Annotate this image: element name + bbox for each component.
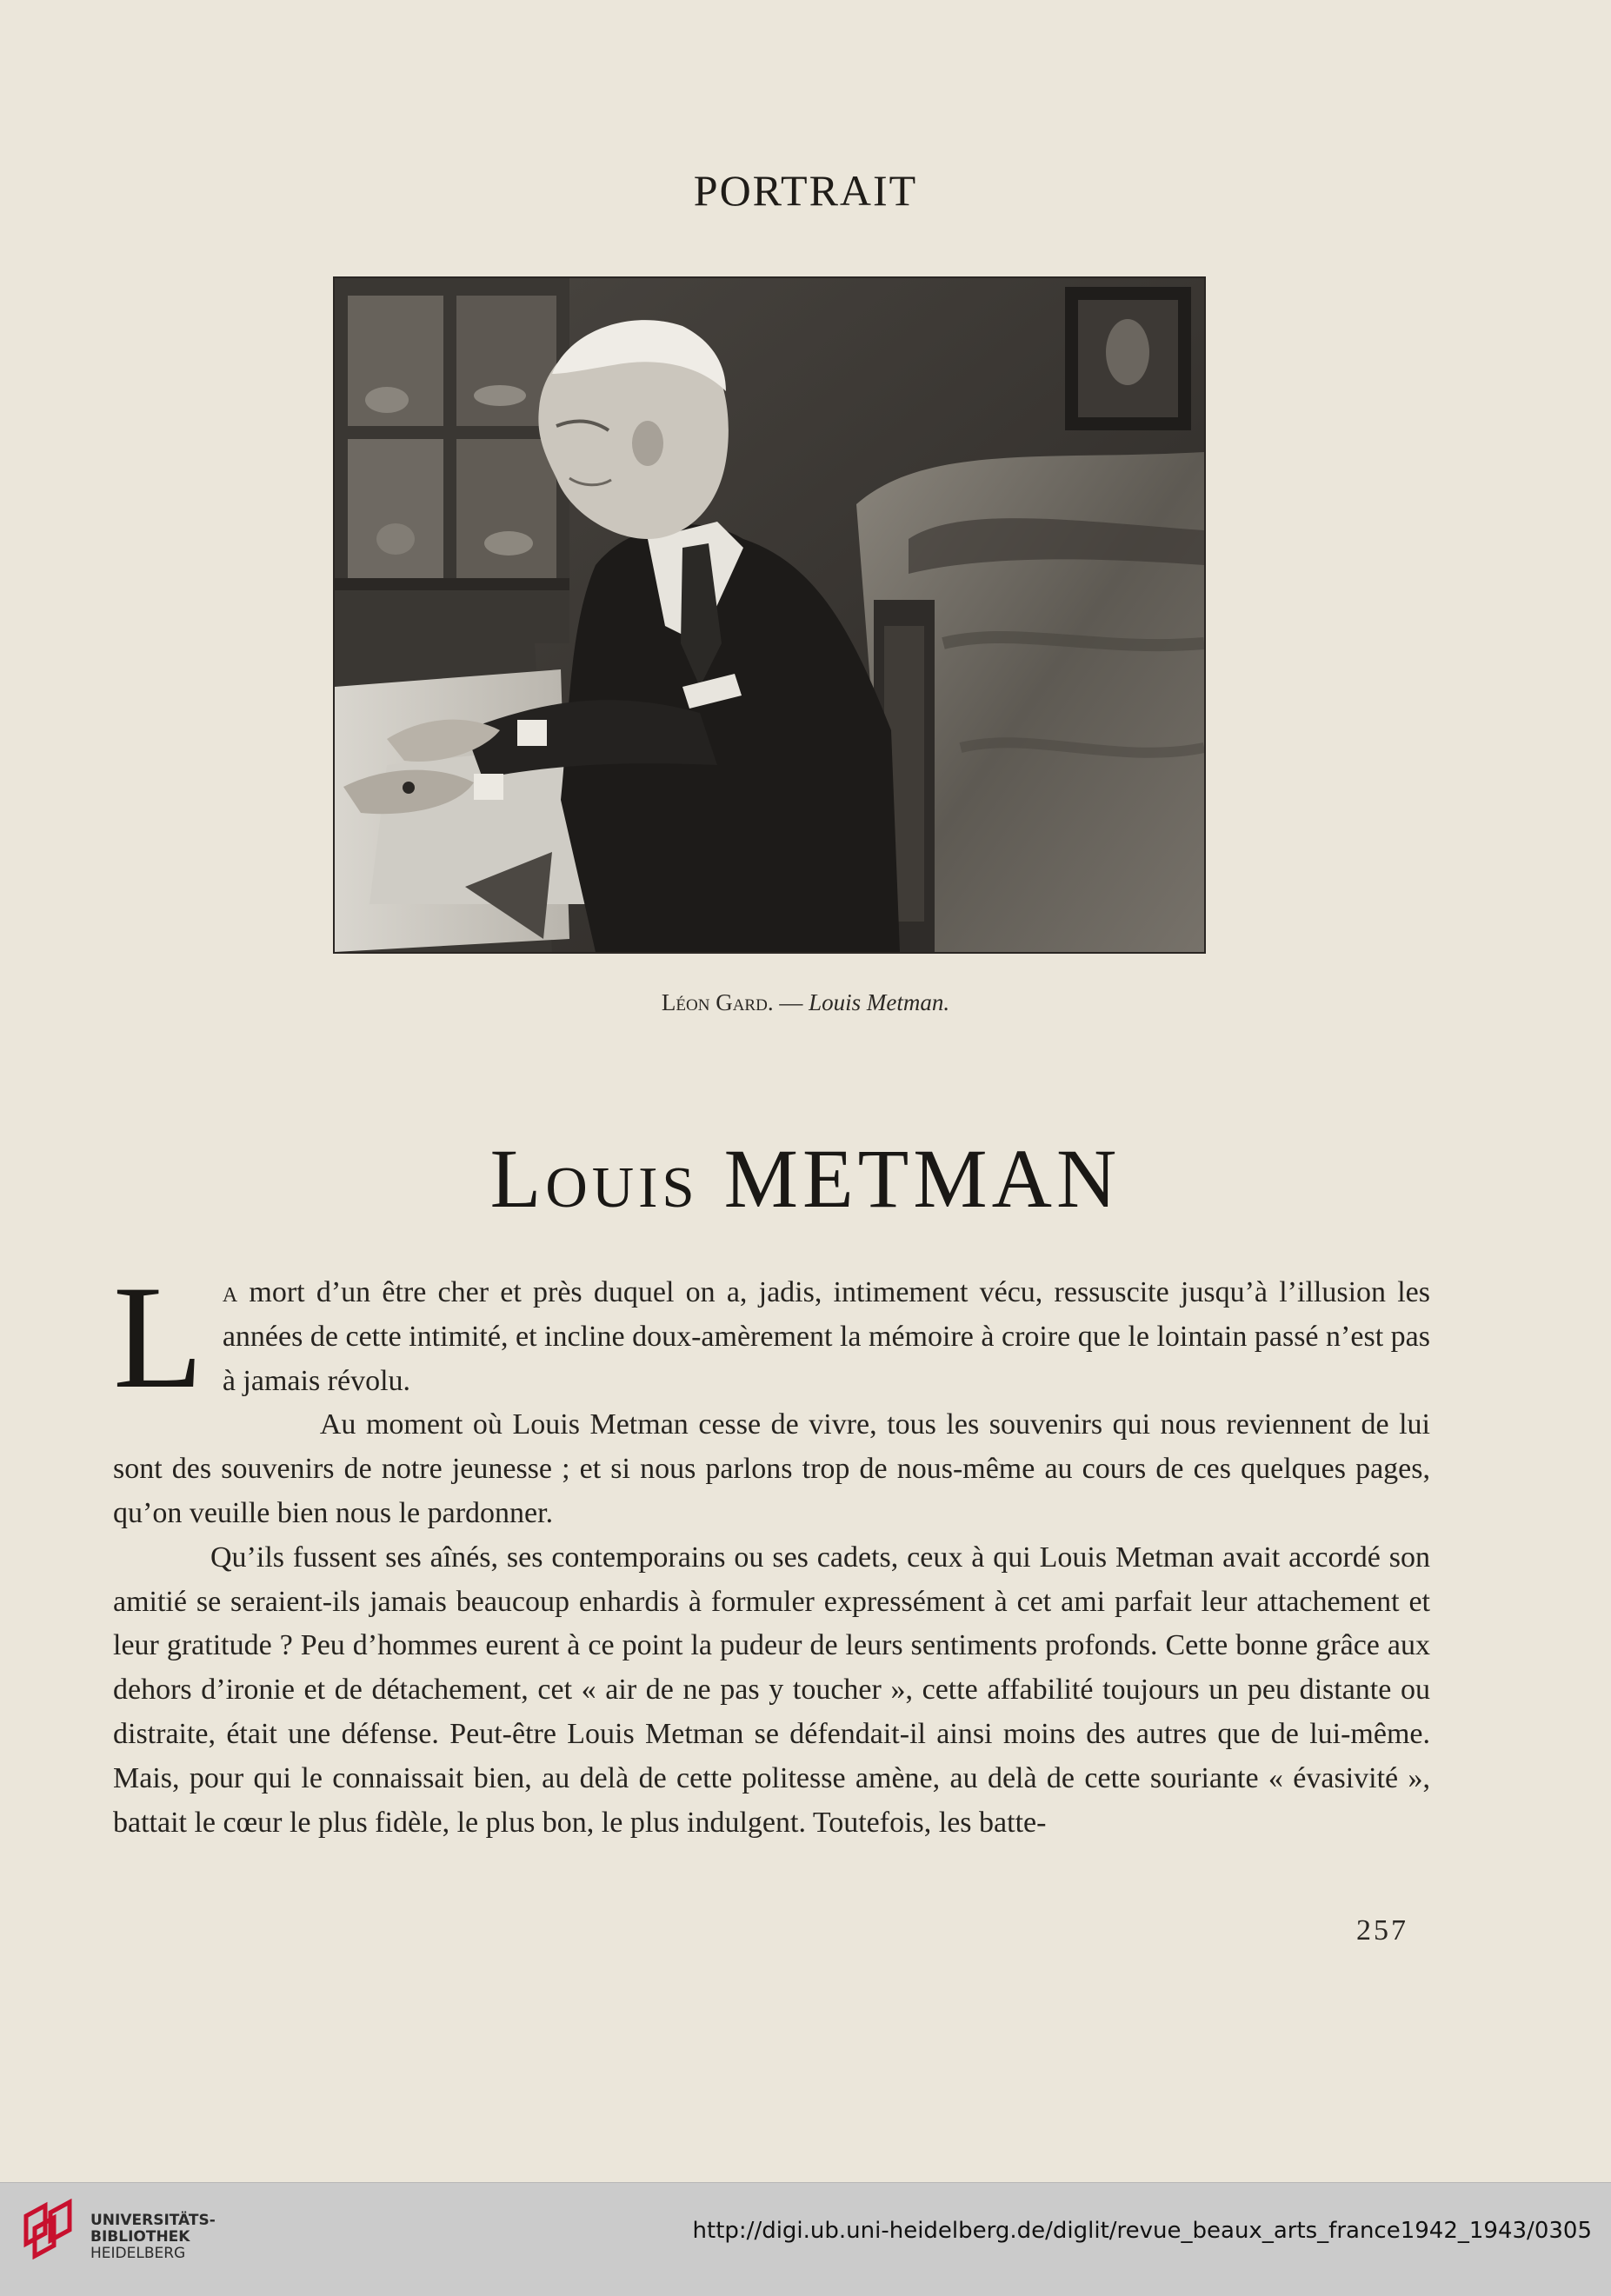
paragraph-3: Qu’ils fussent ses aînés, ses contemporains ou ses cadets, ceux à qui Louis Metman avait accordé son amitié se seraient-ils jamais beaucoup enhardis à formuler expressément à cet ami parfait leur attachement et leur gratitude ? Peu d’hommes eurent à ce point la pudeur de leurs sentiments profonds. Cette bonne grâce aux dehors d’ironie et de détachement, cet « air de ne pas y toucher », cette affabilité toujours un peu distante ou distraite, était une défense. Peut-être Louis Metman se défendait-il ainsi moins des autres que de lui-même. Mais, pour qui le connaissait bien, au delà de cette politesse amène, au delà de cette souriante « évasivité », battait le cœur le plus fidèle, le plus bon, le plus indulgent. Toutefois, les batte-: [113, 1541, 1430, 1839]
library-name-line-3: HEIDELBERG: [90, 2245, 186, 2262]
paragraph-1: [113, 1255, 1430, 1419]
library-name-line-1: UNIVERSITÄTS-: [90, 2212, 216, 2229]
ub-heidelberg-logo-icon: [19, 2199, 80, 2259]
lead-in-smallcaps: a: [222, 1276, 238, 1308]
digitization-footer: [0, 2182, 1611, 2296]
paragraph-2: Au moment où Louis Metman cesse de vivre, tous les souvenirs qui nous reviennent de lui sont des souvenirs de notre jeunesse ; et si nous parlons trop de nous-même au cours de ces quelques pages, qu’on veuille bien nous le pardonner.: [113, 1408, 1430, 1529]
section-heading: PORTRAIT: [693, 166, 918, 215]
library-name: [90, 2213, 216, 2262]
page-number: 257: [1356, 1914, 1408, 1947]
portrait-photograph: [333, 276, 1206, 954]
caption-work-title: Louis Metman.: [809, 989, 950, 1015]
article-title: Louis METMAN: [489, 1132, 1122, 1225]
photo-caption: [0, 989, 1611, 1016]
caption-artist: Léon Gard.: [661, 989, 774, 1015]
permalink-url[interactable]: http://digi.ub.uni-heidelberg.de/diglit/revue_beaux_arts_france1942_1943/0305: [692, 2218, 1592, 2244]
article-body: [113, 1255, 1430, 1845]
library-name-line-2: BIBLIOTHEK: [90, 2228, 190, 2246]
paragraph-1-text: mort d’un être cher et près duquel on a, jadis, intimement vécu, ressuscite jusqu’à l’illusion les années de cette intimité, et incline doux-amèrement la mémoire à croire que le lointain passé n’est pas à jamais révolu.: [222, 1276, 1430, 1397]
caption-separator: —: [773, 989, 809, 1015]
portrait-photograph-illustration: [335, 278, 1204, 952]
drop-cap: L: [113, 1255, 203, 1419]
